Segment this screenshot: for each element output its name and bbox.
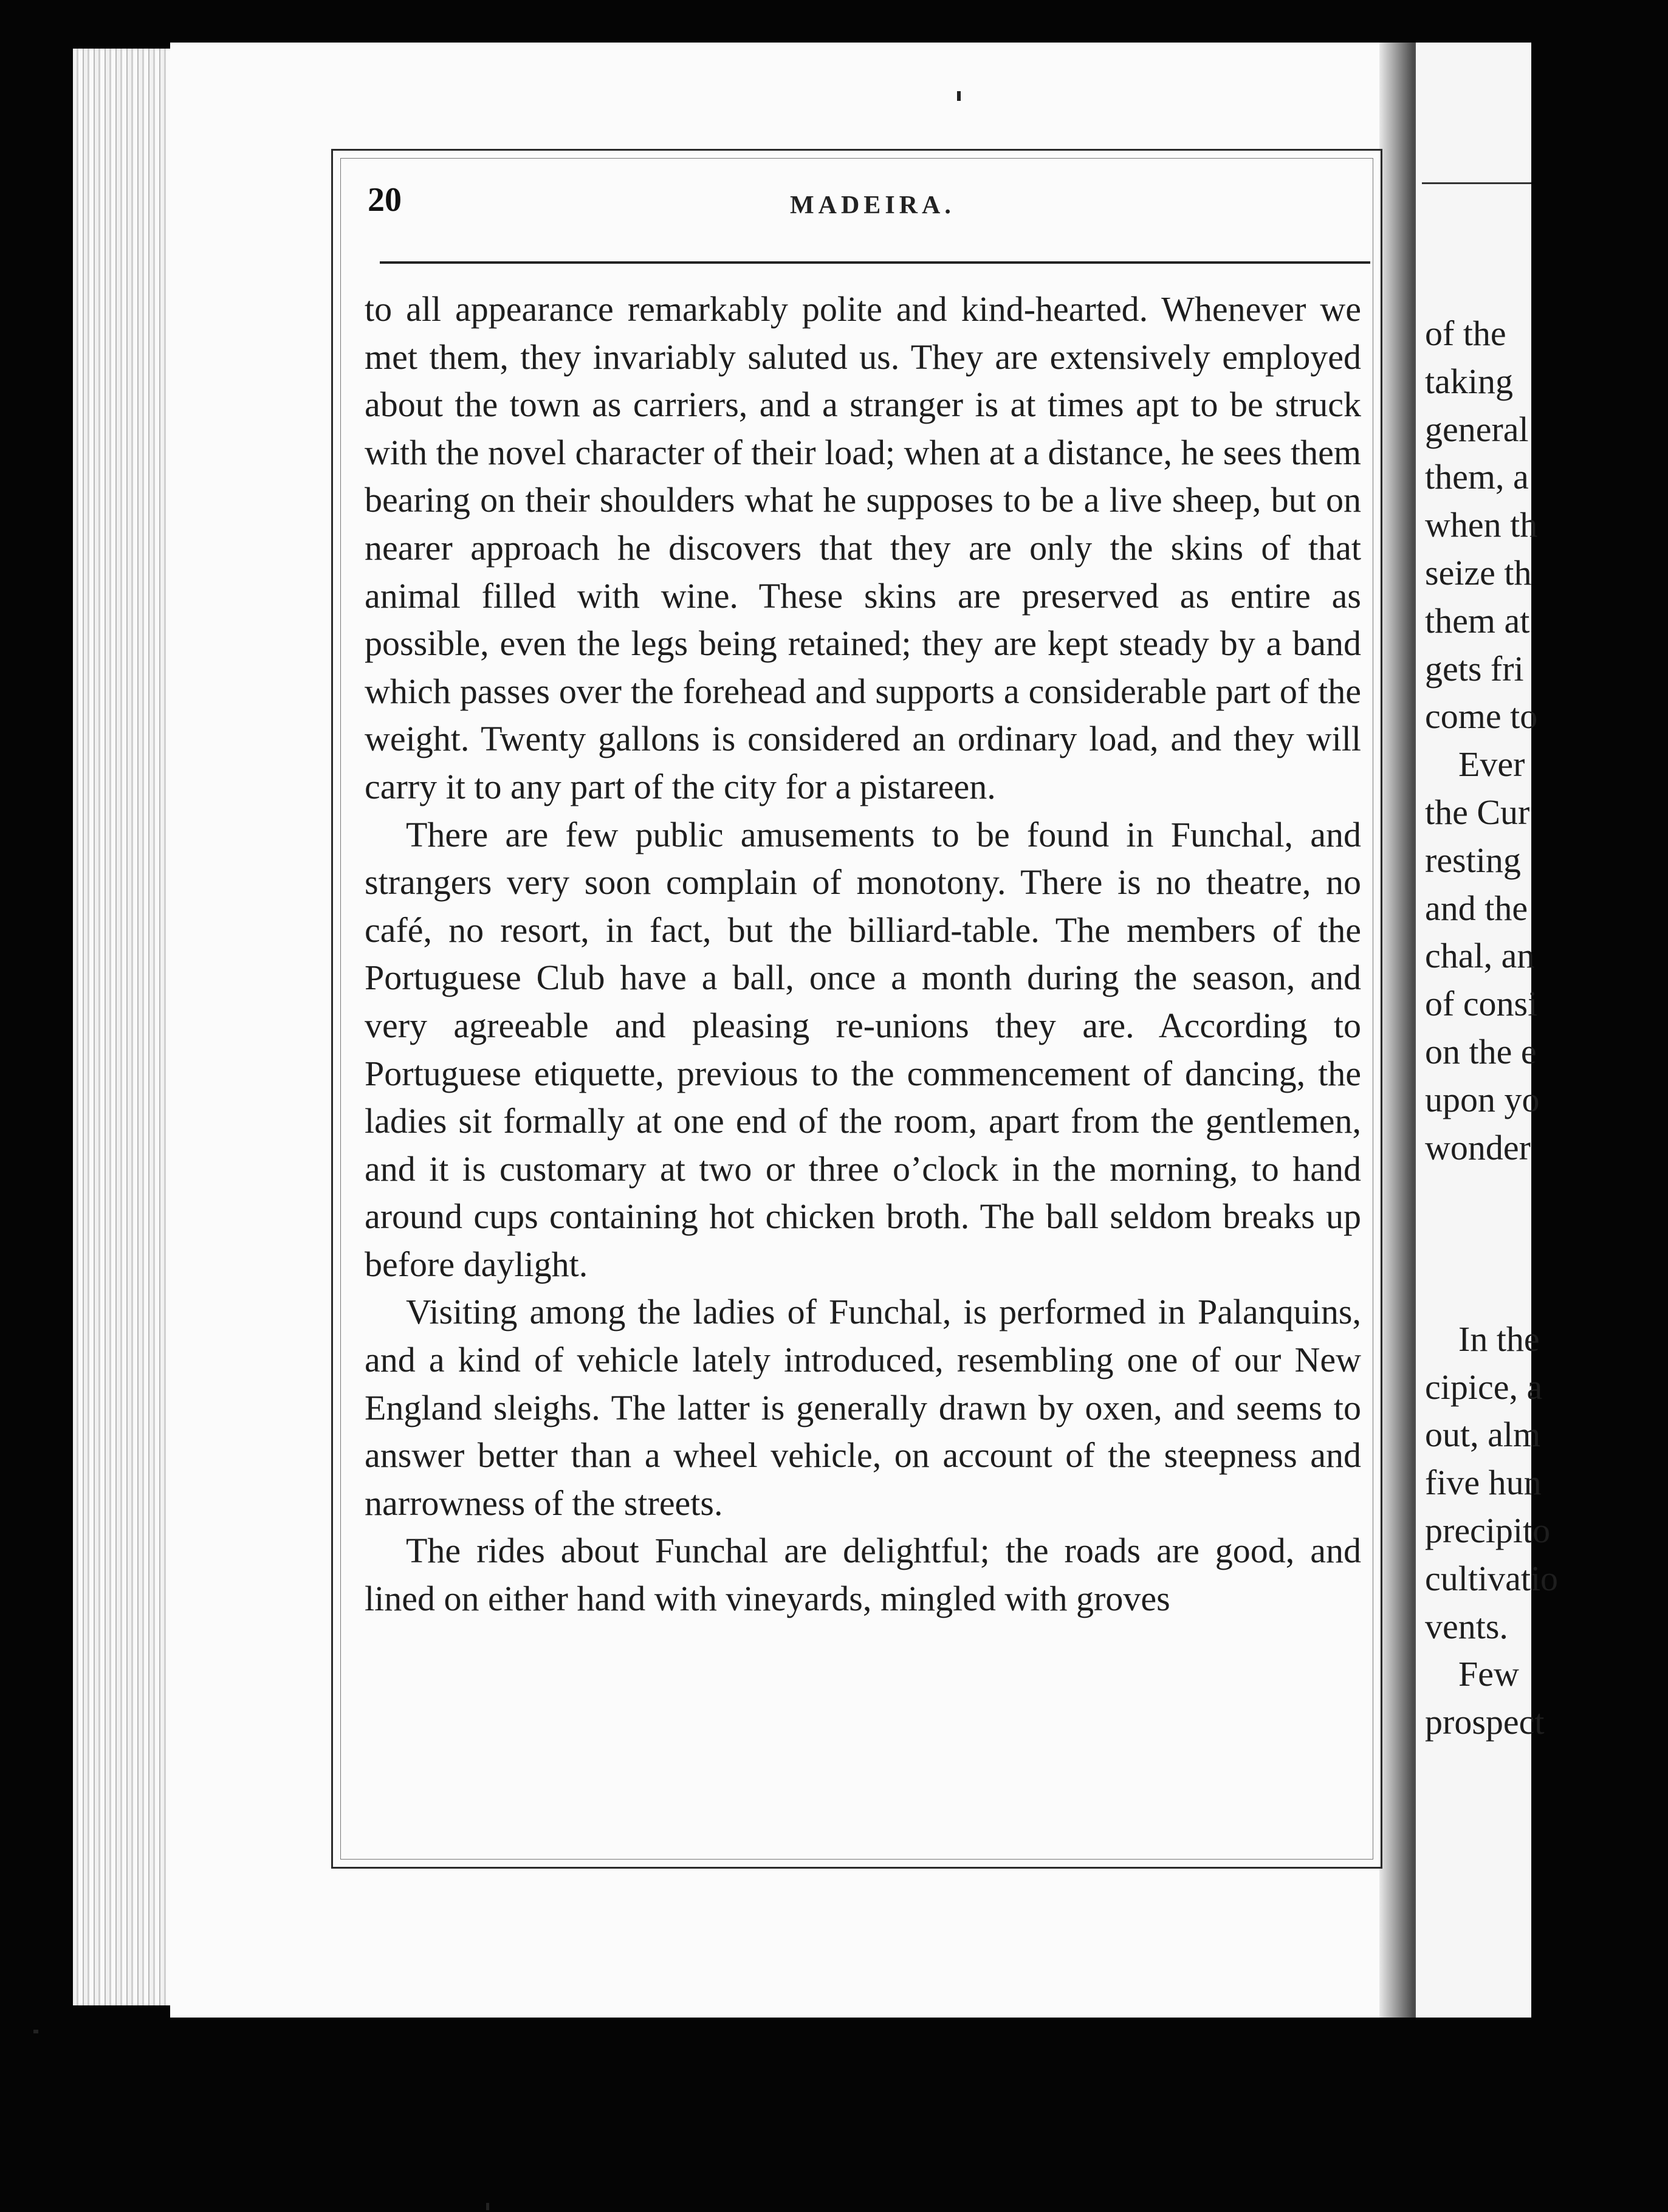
paragraph: to all appearance remarkably polite and kind-hearted. Whenever we met them, they invariably saluted us. They are extensively employed about the town as carriers, and a stranger is at times apt to be struck with the novel character of their load; when at a distance, he sees them bearing on their shoulders what he supposes to be a live sheep, but on nearer approach he discovers that they are only the skins of that animal filled with wine. These skins are preserved as entire as possible, even the legs being retained; they are kept steady by a band which passes over the forehead and supports a considerable part of the weight. Twenty gallons is considered an ordinary load, and they will carry it to any part of the city for a pistareen. [365, 289, 1361, 806]
facing-line: out, alm [1425, 1415, 1541, 1455]
facing-line: Few [1458, 1654, 1519, 1694]
page-edges [73, 49, 176, 2005]
facing-line: of consi [1425, 984, 1538, 1024]
facing-line: seize th [1425, 552, 1532, 592]
facing-line [1425, 1268, 1668, 1316]
facing-line: come to [1425, 696, 1538, 737]
page-number: 20 [368, 181, 402, 219]
facing-line: on the e [1425, 1031, 1537, 1071]
facing-line: Ever [1458, 744, 1525, 785]
facing-line: In the [1458, 1319, 1540, 1359]
facing-line: vents. [1425, 1606, 1508, 1646]
facing-line: precipito [1425, 1510, 1551, 1550]
facing-line: upon yo [1425, 1079, 1540, 1119]
paragraph: The rides about Funchal are delightful; the roads are good, and lined on either hand with vineyards, mingled with groves [365, 1531, 1361, 1619]
facing-line: of the [1425, 314, 1506, 353]
facing-page-text [1425, 310, 1668, 1747]
scan-speck [957, 91, 961, 101]
facing-line: cultivatio [1425, 1558, 1559, 1598]
header-rule [380, 261, 1370, 264]
facing-line: gets fri [1425, 648, 1524, 689]
paragraph: Visiting among the ladies of Funchal, is performed in Palanquins, and a kind of vehicle lately introduced, resembling one of our New England sleighs. The latter is generally drawn by oxen, and seems to answer better than a wheel vehicle, on account of the steepness and narrowness of the streets. [365, 1292, 1361, 1523]
facing-line: resting [1425, 840, 1521, 880]
facing-line: wonder [1425, 1127, 1531, 1167]
facing-line: taking [1425, 361, 1513, 401]
scan-speck [33, 2030, 38, 2033]
paragraph: There are few public amusements to be found in Funchal, and strangers very soon complain of monotony. There is no theatre, no café, no resort, in fact, but the billiard-table. The members of the Portuguese Club have a ball, once a month during the season, and very agreeable and pleasing re-unions they are. According to Portuguese etiquette, previous to the commencement of dancing, the ladies sit formally at one end of the room, apart from the gentlemen, and it is customary at two or three o’clock in the morning, to hand around cups containing hot chicken broth. The ball seldom breaks up before daylight. [365, 814, 1361, 1284]
facing-line [1425, 1220, 1668, 1268]
facing-page-rule [1422, 182, 1531, 184]
facing-line: the Cur [1425, 792, 1530, 832]
body-text [365, 286, 1361, 1623]
facing-line: cipice, a [1425, 1367, 1543, 1407]
facing-line: them, a [1425, 457, 1529, 497]
running-head: MADEIRA. [790, 191, 955, 219]
facing-line [1425, 1172, 1668, 1220]
facing-line: when th [1425, 505, 1538, 545]
facing-line: chal, an [1425, 936, 1535, 976]
facing-line: five hun [1425, 1463, 1542, 1503]
scan-speck [486, 2203, 489, 2210]
facing-line: prospect [1425, 1702, 1545, 1742]
facing-line: general [1425, 409, 1529, 449]
facing-line: them at [1425, 600, 1530, 641]
facing-line: and the [1425, 888, 1528, 928]
